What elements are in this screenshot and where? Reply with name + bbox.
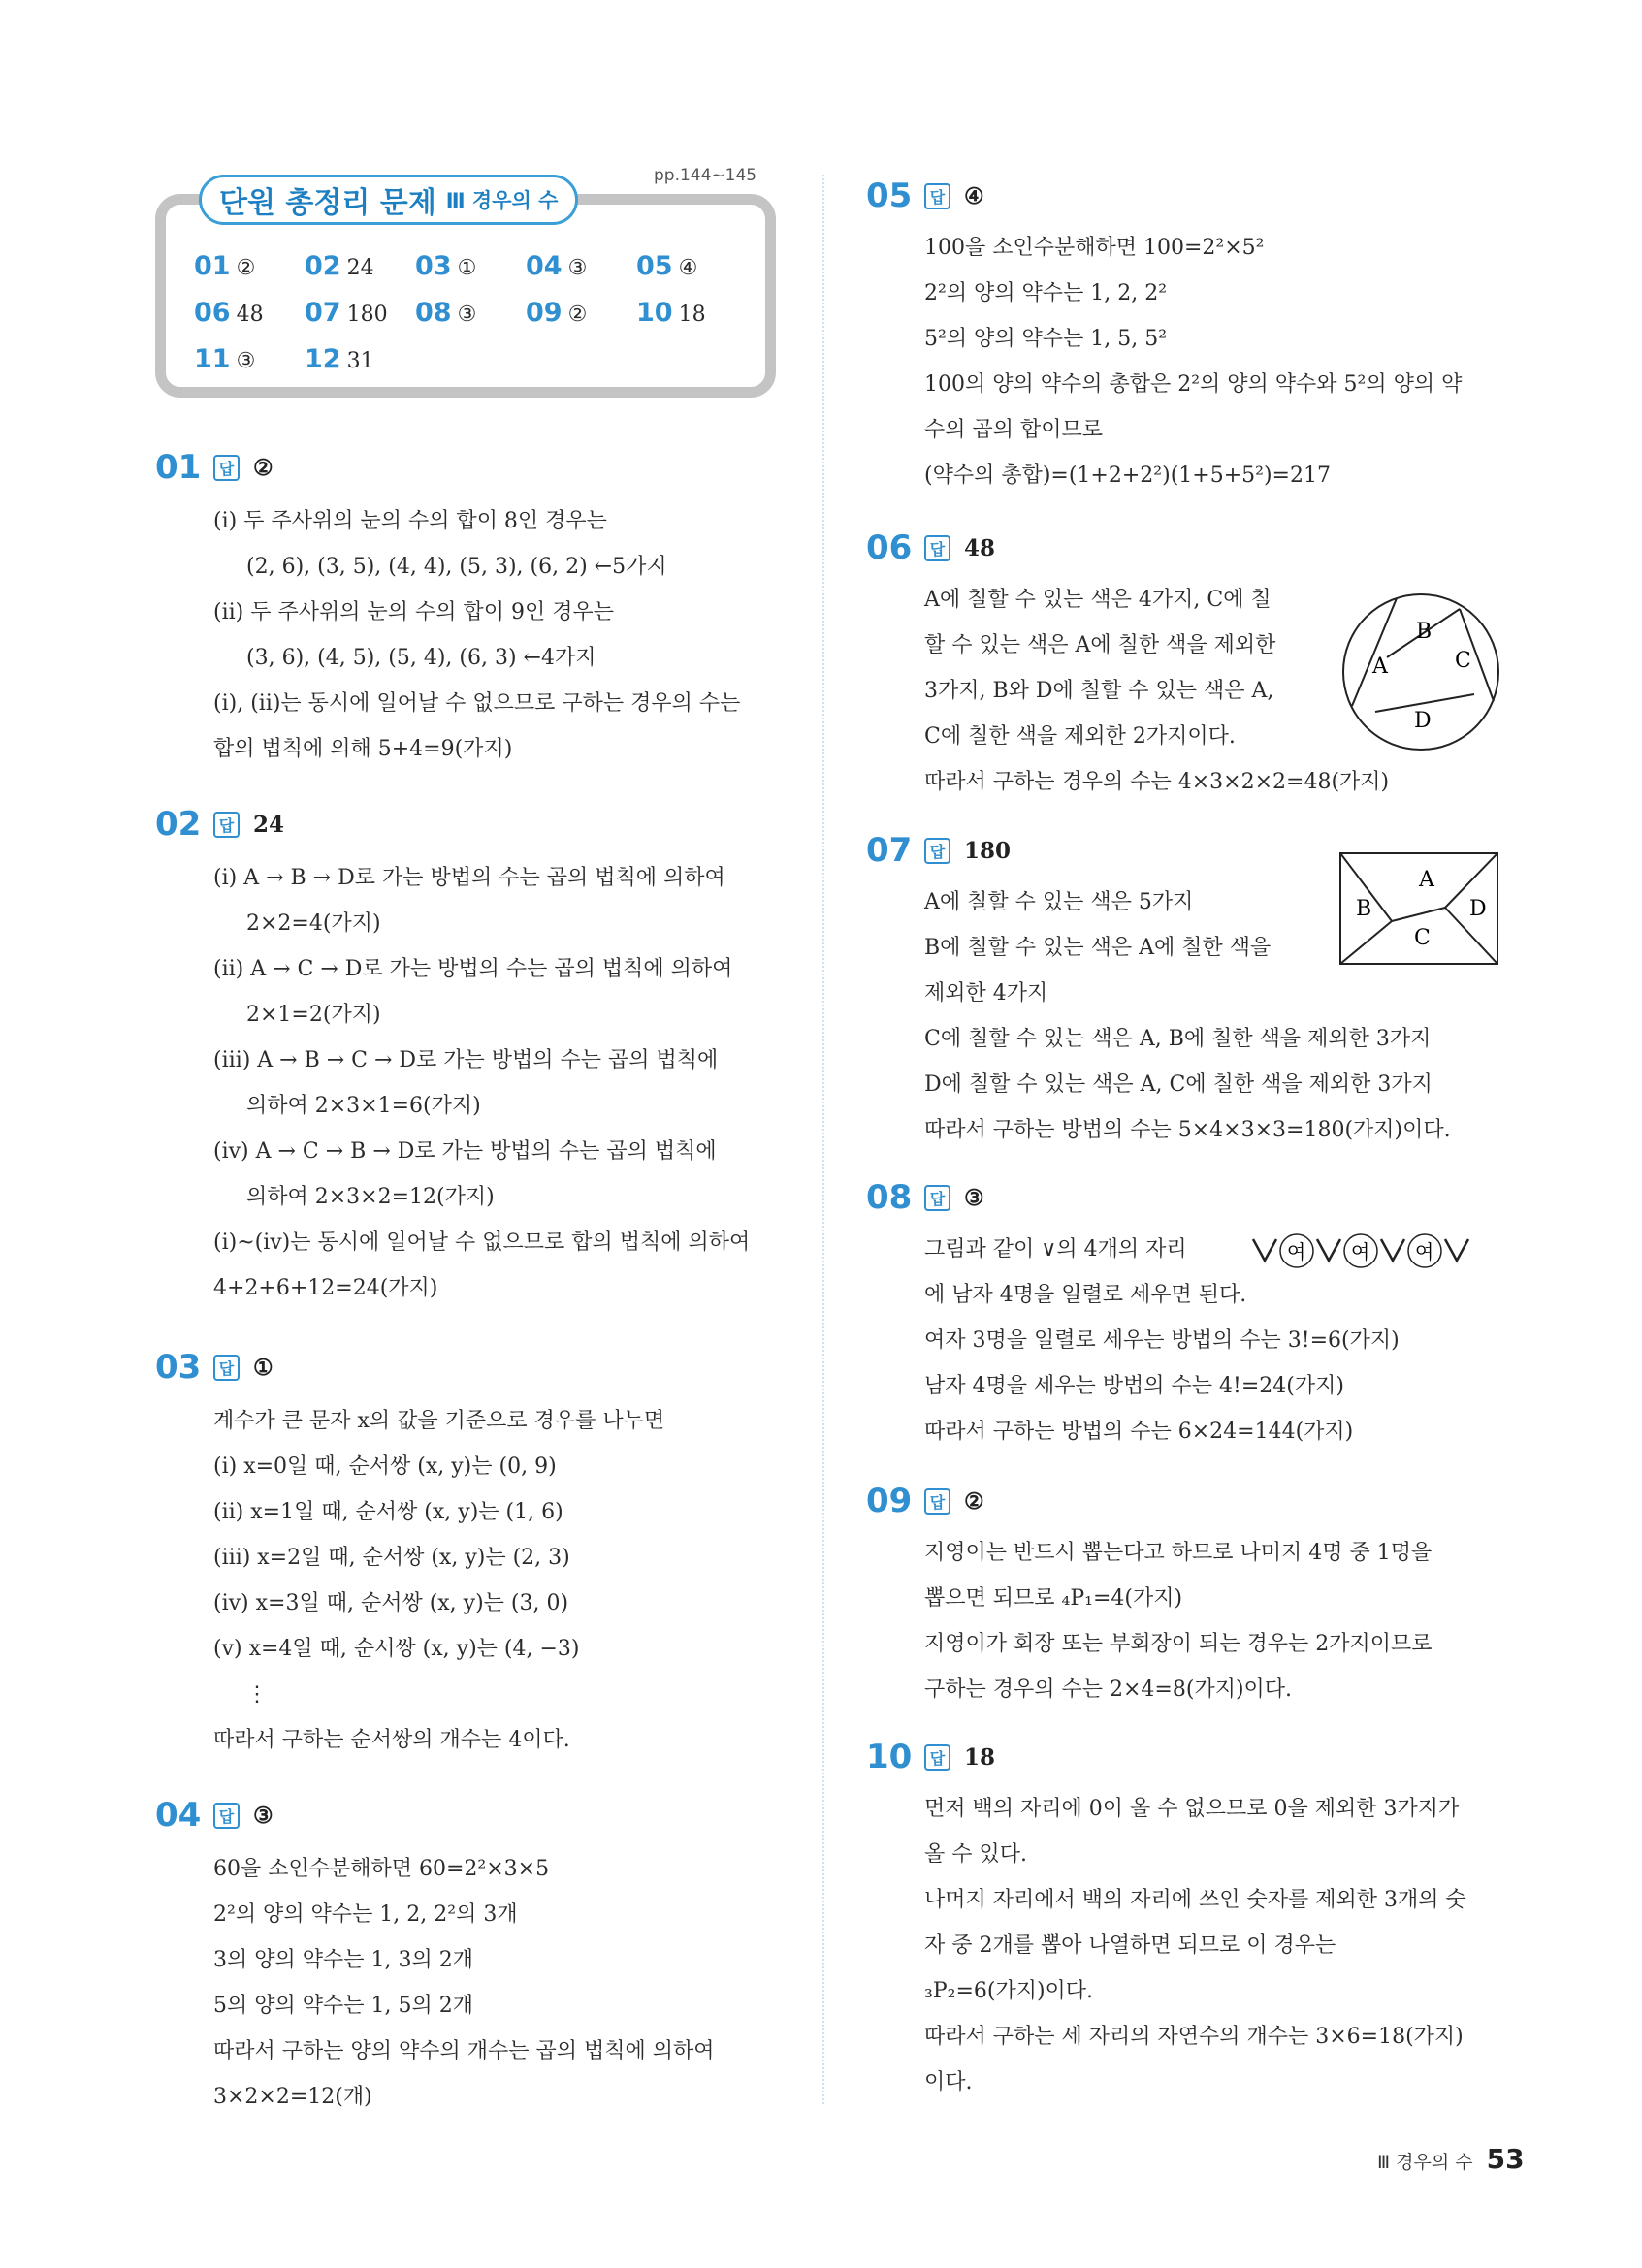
problem-header xyxy=(866,1480,1433,1522)
v-slot-mark xyxy=(1445,1239,1468,1261)
solution-line: 먼저 백의 자리에 0이 올 수 없으므로 0을 제외한 3가지가 xyxy=(924,1797,1460,1821)
answer-tag: 답 xyxy=(924,1744,950,1771)
v-slot-mark xyxy=(1381,1239,1404,1261)
answer-item xyxy=(305,251,415,281)
solution-line: 올 수 있다. xyxy=(924,1842,1027,1867)
solution-line: A에 칠할 수 있는 색은 4가지, C에 칠 xyxy=(924,588,1272,612)
problem-number: 03 xyxy=(155,1348,202,1387)
summary-title-text: 단원 총정리 문제 xyxy=(219,186,436,220)
answer-item xyxy=(194,344,305,374)
answer-val: ① xyxy=(457,255,477,280)
column-divider xyxy=(822,175,824,2104)
solution-line: (ⅱ) A → C → D로 가는 방법의 수는 곱의 법칙에 의하여 xyxy=(213,957,733,981)
solution-line: (ⅱ) x=1일 때, 순서쌍 (x, y)는 (1, 6) xyxy=(213,1500,563,1524)
problem-01 xyxy=(155,446,740,772)
seating-diagram xyxy=(1251,1231,1503,1270)
solution-line: 2²의 양의 약수는 1, 2, 2² xyxy=(924,281,1168,305)
answer-num: 10 xyxy=(636,297,673,328)
answer-tag: 답 xyxy=(213,1803,240,1829)
problem-08 xyxy=(866,1176,1400,1454)
problem-answer: ③ xyxy=(253,1802,274,1829)
solution-line: 나머지 자리에서 백의 자리에 쓰인 숫자를 제외한 3개의 숫 xyxy=(924,1888,1466,1912)
solution-lines xyxy=(213,855,750,1311)
solution-line: 지영이가 회장 또는 부회장이 되는 경우는 2가지이므로 xyxy=(924,1632,1433,1656)
problem-number: 04 xyxy=(155,1796,202,1835)
problem-number: 10 xyxy=(866,1738,913,1776)
solution-line: 60을 소인수분해하면 60=2²×3×5 xyxy=(213,1857,550,1881)
answer-item xyxy=(415,251,526,281)
problem-02 xyxy=(155,803,750,1311)
answer-row xyxy=(194,289,747,335)
solution-line: 여자 3명을 일렬로 세우는 방법의 수는 3!=6(가지) xyxy=(924,1328,1400,1353)
solution-lines xyxy=(213,1846,715,2120)
answer-tag: 답 xyxy=(924,183,950,209)
answer-num: 04 xyxy=(526,250,563,281)
region-label-d: D xyxy=(1414,709,1432,733)
solution-line: C에 칠한 색을 제외한 2가지이다. xyxy=(924,724,1236,749)
solution-line: 3가지, B와 D에 칠할 수 있는 색은 A, xyxy=(924,679,1274,703)
answer-num: 02 xyxy=(305,250,341,281)
region-label-d: D xyxy=(1469,897,1487,921)
page-range: pp.144~145 xyxy=(654,166,757,185)
solution-line: 구하는 경우의 수는 2×4=8(가지)이다. xyxy=(924,1677,1293,1702)
solution-line: (ⅲ) A → B → C → D로 가는 방법의 수는 곱의 법칙에 xyxy=(213,1048,719,1072)
solution-line: (ⅱ) 두 주사위의 눈의 수의 합이 9인 경우는 xyxy=(213,600,614,624)
solution-line: 합의 법칙에 의해 5+4=9(가지) xyxy=(213,737,513,761)
problem-answer: 48 xyxy=(964,534,996,561)
solution-lines xyxy=(924,1786,1466,2105)
solution-line: 계수가 큰 문자 x의 값을 기준으로 경우를 나누면 xyxy=(213,1409,665,1433)
region-label-c: C xyxy=(1455,649,1471,673)
problem-answer: ① xyxy=(253,1354,274,1381)
answer-item xyxy=(305,344,415,374)
answer-tag: 답 xyxy=(213,1355,240,1381)
solution-line: 따라서 구하는 양의 약수의 개수는 곱의 법칙에 의하여 xyxy=(213,2039,715,2063)
problem-number: 08 xyxy=(866,1178,913,1217)
answer-item xyxy=(194,298,305,328)
region-label-b: B xyxy=(1416,620,1433,644)
answer-num: 06 xyxy=(194,297,231,328)
female-seat-label: 여 xyxy=(1351,1240,1370,1263)
solution-line: (ⅰ) 두 주사위의 눈의 수의 합이 8인 경우는 xyxy=(213,509,607,533)
region-label-a: A xyxy=(1372,655,1388,679)
page-number: 53 xyxy=(1486,2143,1525,2175)
problem-answer: ② xyxy=(964,1487,984,1515)
solution-line: (ⅰ)~(ⅳ)는 동시에 일어날 수 없으므로 합의 법칙에 의하여 xyxy=(213,1230,751,1255)
problem-answer: 180 xyxy=(964,837,1012,864)
solution-line: 그림과 같이 ∨의 4개의 자리 xyxy=(924,1237,1187,1262)
solution-line: (ⅰ), (ⅱ)는 동시에 일어날 수 없으므로 구하는 경우의 수는 xyxy=(213,691,741,716)
solution-line: 지영이는 반드시 뽑는다고 하므로 나머지 4명 중 1명을 xyxy=(924,1541,1433,1565)
problem-03 xyxy=(155,1346,664,1763)
problem-number: 06 xyxy=(866,528,913,567)
answer-item xyxy=(415,298,526,328)
solution-line: 남자 4명을 세우는 방법의 수는 4!=24(가지) xyxy=(924,1374,1344,1398)
problem-number: 05 xyxy=(866,176,913,215)
problem-header xyxy=(155,1794,715,1837)
solution-line: 5의 양의 약수는 1, 5의 2개 xyxy=(213,1994,473,2018)
solution-line: C에 칠할 수 있는 색은 A, B에 칠한 색을 제외한 3가지 xyxy=(924,1027,1432,1051)
answer-val: 24 xyxy=(346,255,374,280)
solution-line: 따라서 구하는 세 자리의 자연수의 개수는 3×6=18(가지) xyxy=(924,2025,1464,2049)
solution-line: 따라서 구하는 방법의 수는 6×24=144(가지) xyxy=(924,1420,1354,1444)
answer-val: ④ xyxy=(678,255,698,280)
summary-title xyxy=(199,175,578,225)
solution-line: ⋮ xyxy=(246,1682,268,1707)
answer-tag: 답 xyxy=(924,1488,950,1515)
solution-line: 3의 양의 약수는 1, 3의 2개 xyxy=(213,1948,473,1972)
solution-line: 5²의 양의 약수는 1, 5, 5² xyxy=(924,327,1168,351)
solution-line: ₃P₂=6(가지)이다. xyxy=(924,1979,1094,2003)
solution-lines xyxy=(213,498,740,772)
region-line xyxy=(1392,908,1445,921)
answer-tag: 답 xyxy=(924,838,950,864)
problem-header xyxy=(155,803,750,846)
solution-line: 따라서 구하는 경우의 수는 4×3×2×2=48(가지) xyxy=(924,770,1390,794)
solution-line: (3, 6), (4, 5), (5, 4), (6, 3) ←4가지 xyxy=(246,646,596,670)
answer-val: 18 xyxy=(678,302,706,327)
answer-val: ③ xyxy=(457,302,477,327)
answer-item xyxy=(194,251,305,281)
problem-header xyxy=(155,446,740,489)
female-seat-label: 여 xyxy=(1415,1240,1434,1263)
answer-val: ② xyxy=(236,255,256,280)
problem-09 xyxy=(866,1480,1433,1712)
answer-num: 01 xyxy=(194,250,231,281)
answer-num: 05 xyxy=(636,250,673,281)
footer-section: Ⅲ 경우의 수 xyxy=(1377,2152,1473,2173)
problem-answer: 18 xyxy=(964,1743,996,1771)
page-footer xyxy=(1377,2143,1525,2175)
solution-line: 의하여 2×3×1=6(가지) xyxy=(246,1094,481,1118)
solution-line: (2, 6), (3, 5), (4, 4), (5, 3), (6, 2) ←5가지 xyxy=(246,555,667,579)
solution-line: (ⅳ) x=3일 때, 순서쌍 (x, y)는 (3, 0) xyxy=(213,1591,569,1615)
region-label-c: C xyxy=(1414,926,1431,950)
answer-num: 09 xyxy=(526,297,563,328)
problem-number: 01 xyxy=(155,448,202,487)
solution-line: 이다. xyxy=(924,2070,973,2094)
answer-num: 12 xyxy=(305,343,341,374)
solution-line: 100의 양의 약수의 총합은 2²의 양의 약수와 5²의 양의 약 xyxy=(924,372,1463,397)
female-seat-label: 여 xyxy=(1287,1240,1306,1263)
solution-line: 3×2×2=12(개) xyxy=(213,2085,372,2109)
v-slot-mark xyxy=(1253,1239,1276,1261)
solution-line: 2×2=4(가지) xyxy=(246,911,381,936)
answer-num: 07 xyxy=(305,297,341,328)
solution-line: (약수의 총합)=(1+2+2²)(1+5+5²)=217 xyxy=(924,463,1331,488)
solution-line: 자 중 2개를 뽑아 나열하면 되므로 이 경우는 xyxy=(924,1933,1336,1958)
solution-line: 2×1=2(가지) xyxy=(246,1003,381,1027)
region-line xyxy=(1352,598,1397,706)
solution-line: A에 칠할 수 있는 색은 5가지 xyxy=(924,890,1194,914)
answer-item xyxy=(526,251,636,281)
problem-10 xyxy=(866,1736,1466,2105)
answer-item xyxy=(305,298,415,328)
answer-num: 03 xyxy=(415,250,452,281)
problem-number: 02 xyxy=(155,805,202,844)
solution-lines xyxy=(924,577,1389,805)
answer-tag: 답 xyxy=(924,1185,950,1211)
solution-line: 수의 곱의 합이므로 xyxy=(924,418,1104,442)
solution-line: 의하여 2×3×2=12(가지) xyxy=(246,1185,495,1209)
solution-line: 따라서 구하는 방법의 수는 5×4×3×3=180(가지)이다. xyxy=(924,1118,1451,1142)
answer-num: 11 xyxy=(194,343,231,374)
solution-lines xyxy=(924,225,1462,498)
answer-val: 31 xyxy=(346,348,374,373)
solution-lines xyxy=(924,1530,1433,1712)
problem-header xyxy=(866,1176,1400,1219)
solution-line: 제외한 4가지 xyxy=(924,981,1048,1006)
answer-item xyxy=(526,298,636,328)
region-label-b: B xyxy=(1356,897,1372,921)
circle-diagram xyxy=(1338,590,1503,754)
solution-line: B에 칠할 수 있는 색은 A에 칠한 색을 xyxy=(924,936,1272,960)
solution-line: (ⅰ) A → B → D로 가는 방법의 수는 곱의 법칙에 의하여 xyxy=(213,866,725,890)
problem-header xyxy=(155,1346,664,1389)
problem-answer: 24 xyxy=(253,811,285,838)
problem-answer: ③ xyxy=(964,1184,984,1211)
answer-row xyxy=(194,242,747,289)
problem-header xyxy=(866,1736,1466,1778)
solution-line: 뽑으면 되므로 ₄P₁=4(가지) xyxy=(924,1586,1183,1611)
problem-header xyxy=(866,527,1389,569)
answer-grid xyxy=(194,242,747,382)
problem-answer: ② xyxy=(253,454,274,481)
rectangle-diagram xyxy=(1338,851,1499,968)
answer-tag: 답 xyxy=(213,812,240,838)
answer-row xyxy=(194,335,747,382)
answer-val: ② xyxy=(567,302,588,327)
solution-line: (ⅲ) x=2일 때, 순서쌍 (x, y)는 (2, 3) xyxy=(213,1546,570,1570)
solution-line: 따라서 구하는 순서쌍의 개수는 4이다. xyxy=(213,1728,570,1752)
problem-number: 09 xyxy=(866,1482,913,1520)
problem-04 xyxy=(155,1794,715,2120)
region-line xyxy=(1340,921,1392,964)
v-slot-mark xyxy=(1317,1239,1340,1261)
answer-num: 08 xyxy=(415,297,452,328)
answer-val: ③ xyxy=(236,348,256,373)
summary-subtitle: Ⅲ 경우의 수 xyxy=(445,189,559,212)
problem-header xyxy=(866,175,1462,217)
answer-tag: 답 xyxy=(213,455,240,481)
solution-line: 할 수 있는 색은 A에 칠한 색을 제외한 xyxy=(924,633,1276,657)
problem-number: 07 xyxy=(866,831,913,870)
answer-val: 180 xyxy=(346,302,388,327)
solution-line: D에 칠할 수 있는 색은 A, C에 칠한 색을 제외한 3가지 xyxy=(924,1072,1433,1097)
answer-item xyxy=(636,298,747,328)
solution-line: 100을 소인수분해하면 100=2²×5² xyxy=(924,236,1265,260)
solution-line: (ⅰ) x=0일 때, 순서쌍 (x, y)는 (0, 9) xyxy=(213,1454,557,1479)
solution-line: 2²의 양의 약수는 1, 2, 2²의 3개 xyxy=(213,1902,518,1927)
answer-item xyxy=(636,251,747,281)
answer-val: ③ xyxy=(567,255,588,280)
solution-line: 에 남자 4명을 일렬로 세우면 된다. xyxy=(924,1283,1247,1307)
problem-06 xyxy=(866,527,1389,805)
answer-val: 48 xyxy=(236,302,264,327)
problem-answer: ④ xyxy=(964,182,984,209)
answer-tag: 답 xyxy=(924,535,950,561)
solution-line: (ⅳ) A → C → B → D로 가는 방법의 수는 곱의 법칙에 xyxy=(213,1139,717,1164)
solution-line: (ⅴ) x=4일 때, 순서쌍 (x, y)는 (4, −3) xyxy=(213,1637,580,1661)
region-label-a: A xyxy=(1419,868,1434,892)
problem-05 xyxy=(866,175,1462,498)
solution-line: 4+2+6+12=24(가지) xyxy=(213,1276,438,1300)
solution-lines xyxy=(213,1398,664,1763)
